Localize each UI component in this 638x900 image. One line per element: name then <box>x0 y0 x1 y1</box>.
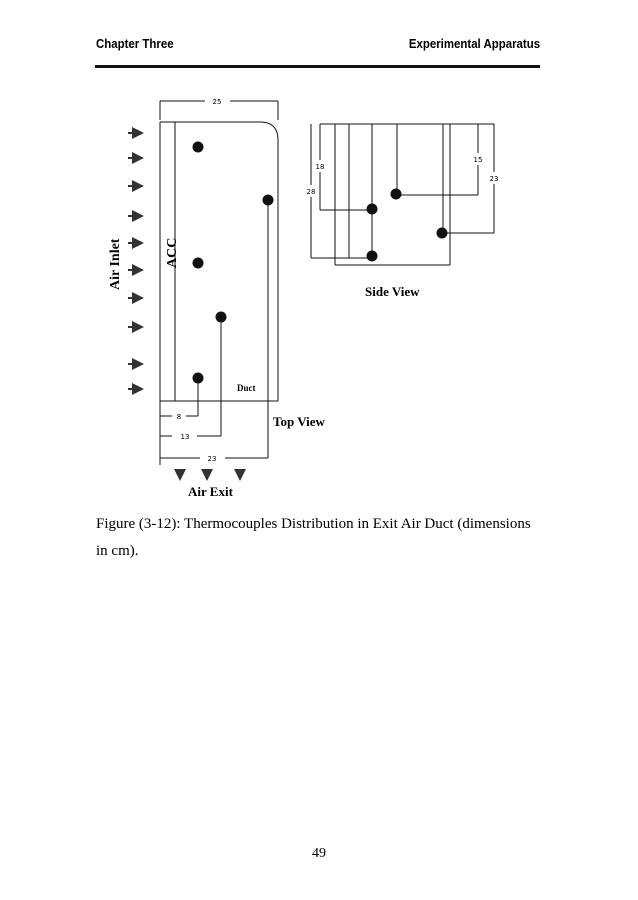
dim-top-25: 25 <box>212 98 222 106</box>
thermocouple-point <box>437 228 448 239</box>
bottom-dimensions <box>160 416 268 458</box>
dim-side-18: 18 <box>315 163 325 171</box>
air-exit-label: Air Exit <box>188 484 233 499</box>
air-inlet-label: Air Inlet <box>108 238 123 290</box>
dim-side-23: 23 <box>489 175 499 183</box>
dim-bottom-13: 13 <box>180 433 190 441</box>
thermocouple-point <box>193 258 204 269</box>
acc-label: ACC <box>165 237 180 268</box>
air-exit-arrows <box>180 469 240 479</box>
section-header: Experimental Apparatus <box>408 36 540 51</box>
chapter-header: Chapter Three <box>96 36 174 51</box>
thermocouple-point <box>367 204 378 215</box>
dim-side-15: 15 <box>473 156 483 164</box>
thermocouple-point <box>391 189 402 200</box>
dim-bottom-8: 8 <box>176 413 182 421</box>
figure-caption: Figure (3-12): Thermocouples Distribution in Exit Air Duct (dimensions in cm). <box>96 516 531 559</box>
top-view-thermocouples <box>193 142 274 384</box>
air-inlet-arrows <box>128 133 142 389</box>
duct-label: Duct <box>237 383 256 393</box>
side-view-outline <box>311 124 494 265</box>
side-view-label: Side View <box>365 284 420 299</box>
side-view-thermocouples <box>367 189 448 262</box>
dim-bottom-23: 23 <box>207 455 217 463</box>
page-number: 49 <box>312 846 326 861</box>
thermocouple-point <box>193 142 204 153</box>
dim-side-28: 28 <box>306 188 316 196</box>
thermocouple-point <box>367 251 378 262</box>
top-view-label: Top View <box>273 414 325 429</box>
